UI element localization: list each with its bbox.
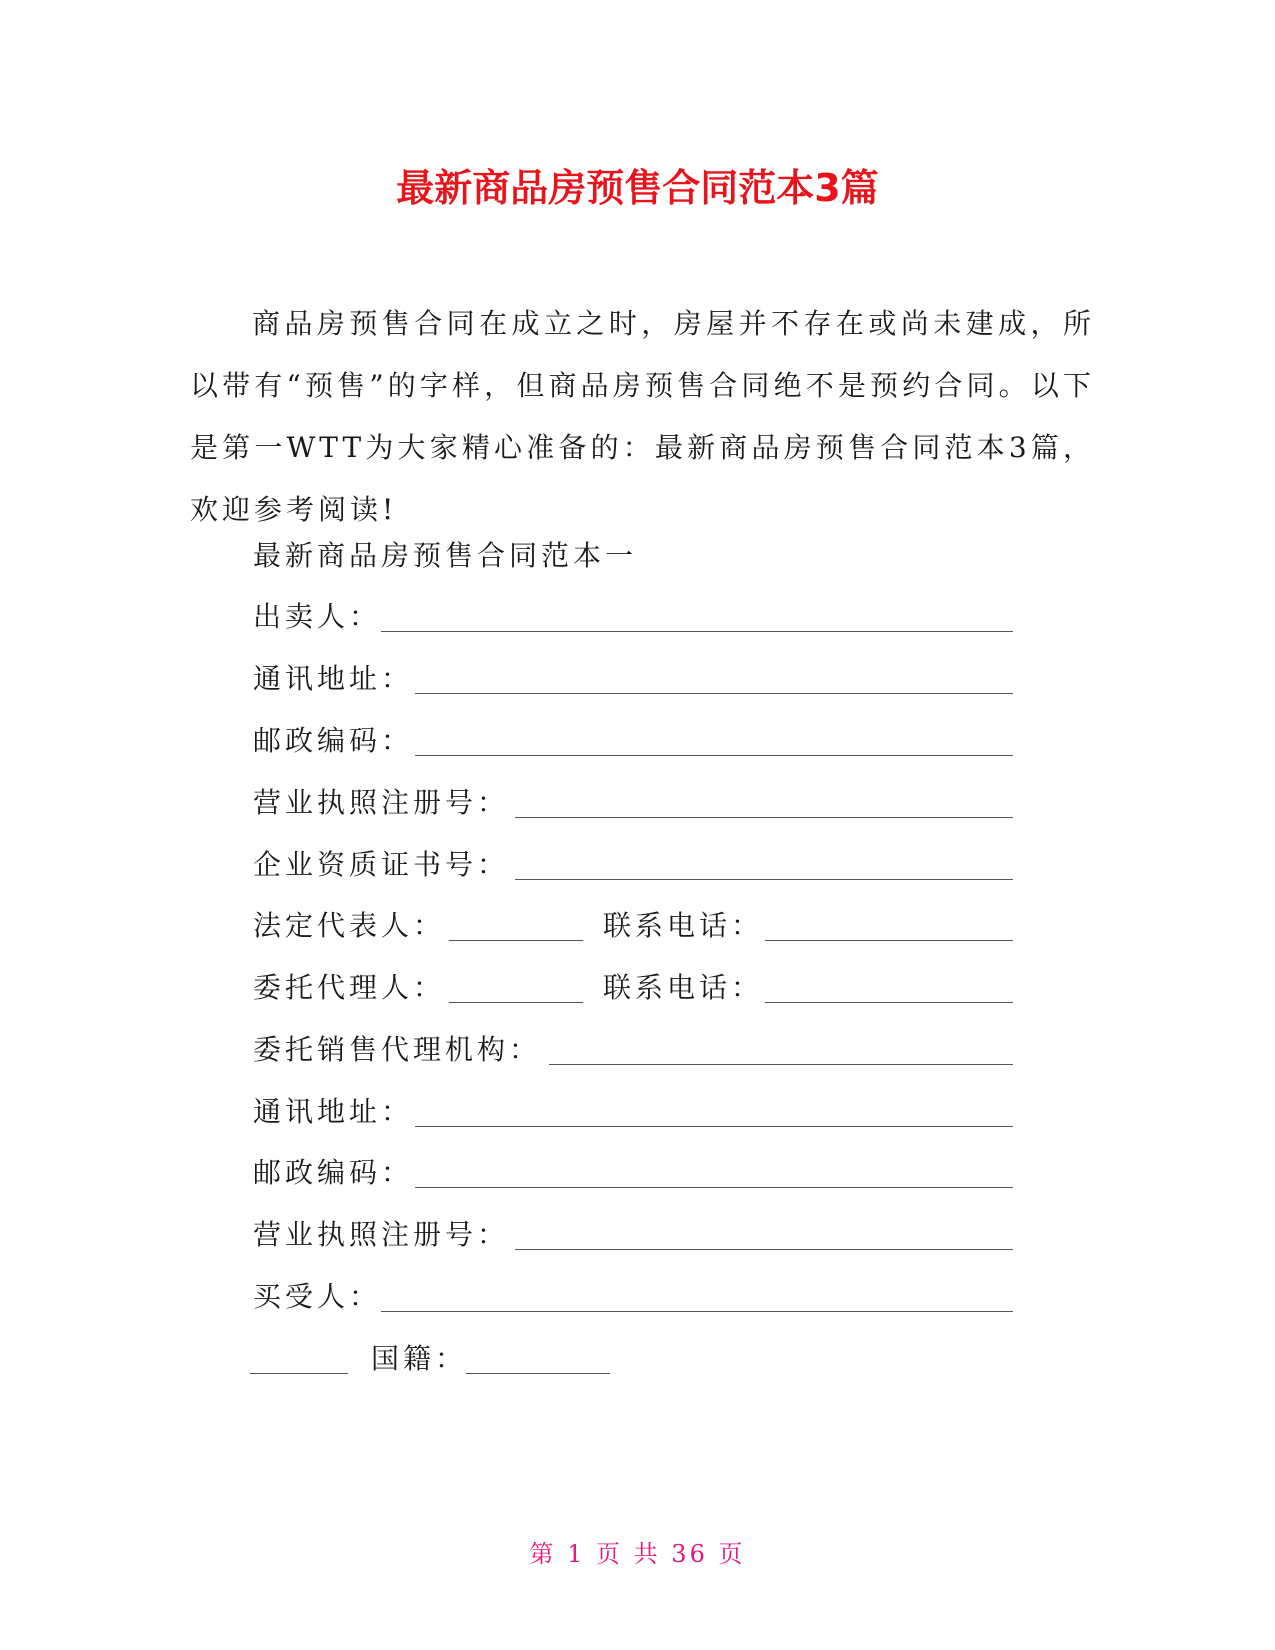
field-label: 通讯地址： xyxy=(253,662,414,695)
blank-line[interactable] xyxy=(515,879,1013,880)
blank-line[interactable] xyxy=(449,940,583,941)
blank-line[interactable] xyxy=(515,1249,1013,1250)
field-label: 国籍： xyxy=(371,1342,468,1375)
blank-line[interactable] xyxy=(415,1126,1013,1127)
field-label: 委托代理人： xyxy=(253,971,446,1004)
page-footer: 第 1 页 共 36 页 xyxy=(529,1540,746,1568)
field-label: 委托销售代理机构： xyxy=(253,1033,542,1066)
blank-line[interactable] xyxy=(381,1311,1013,1312)
field-label: 邮政编码： xyxy=(253,724,414,757)
page-title: 最新商品房预售合同范本3篇 xyxy=(396,166,879,210)
field-label: 出卖人： xyxy=(253,600,382,633)
field-label: 联系电话： xyxy=(603,909,764,942)
field-label: 企业资质证书号： xyxy=(253,848,510,881)
field-label: 营业执照注册号： xyxy=(253,1218,510,1251)
blank-line[interactable] xyxy=(415,755,1013,756)
field-label: 联系电话： xyxy=(603,971,764,1004)
field-label: 法定代表人： xyxy=(253,909,446,942)
field-label: 邮政编码： xyxy=(253,1156,414,1189)
intro-paragraph: 商品房预售合同在成立之时，房屋并不存在或尚未建成，所以带有“预售”的字样，但商品房预售合同绝不是预约合同。以下是第一WTT为大家精心准备的：最新商品房预售合同范本3篇，欢迎参考阅读! xyxy=(190,307,1095,526)
field-label: 买受人： xyxy=(253,1280,382,1313)
section-heading-text: 最新商品房预售合同范本一 xyxy=(253,539,638,572)
field-label: 通讯地址： xyxy=(253,1095,414,1128)
blank-line[interactable] xyxy=(765,940,1013,941)
blank-line[interactable] xyxy=(415,1187,1013,1188)
blank-line[interactable] xyxy=(515,817,1013,818)
blank-line[interactable] xyxy=(765,1002,1013,1003)
field-label: 营业执照注册号： xyxy=(253,786,510,819)
blank-line[interactable] xyxy=(381,631,1013,632)
blank-line[interactable] xyxy=(415,693,1013,694)
blank-line[interactable] xyxy=(250,1373,348,1374)
blank-line[interactable] xyxy=(549,1064,1013,1065)
blank-line[interactable] xyxy=(466,1373,610,1374)
blank-line[interactable] xyxy=(449,1002,583,1003)
